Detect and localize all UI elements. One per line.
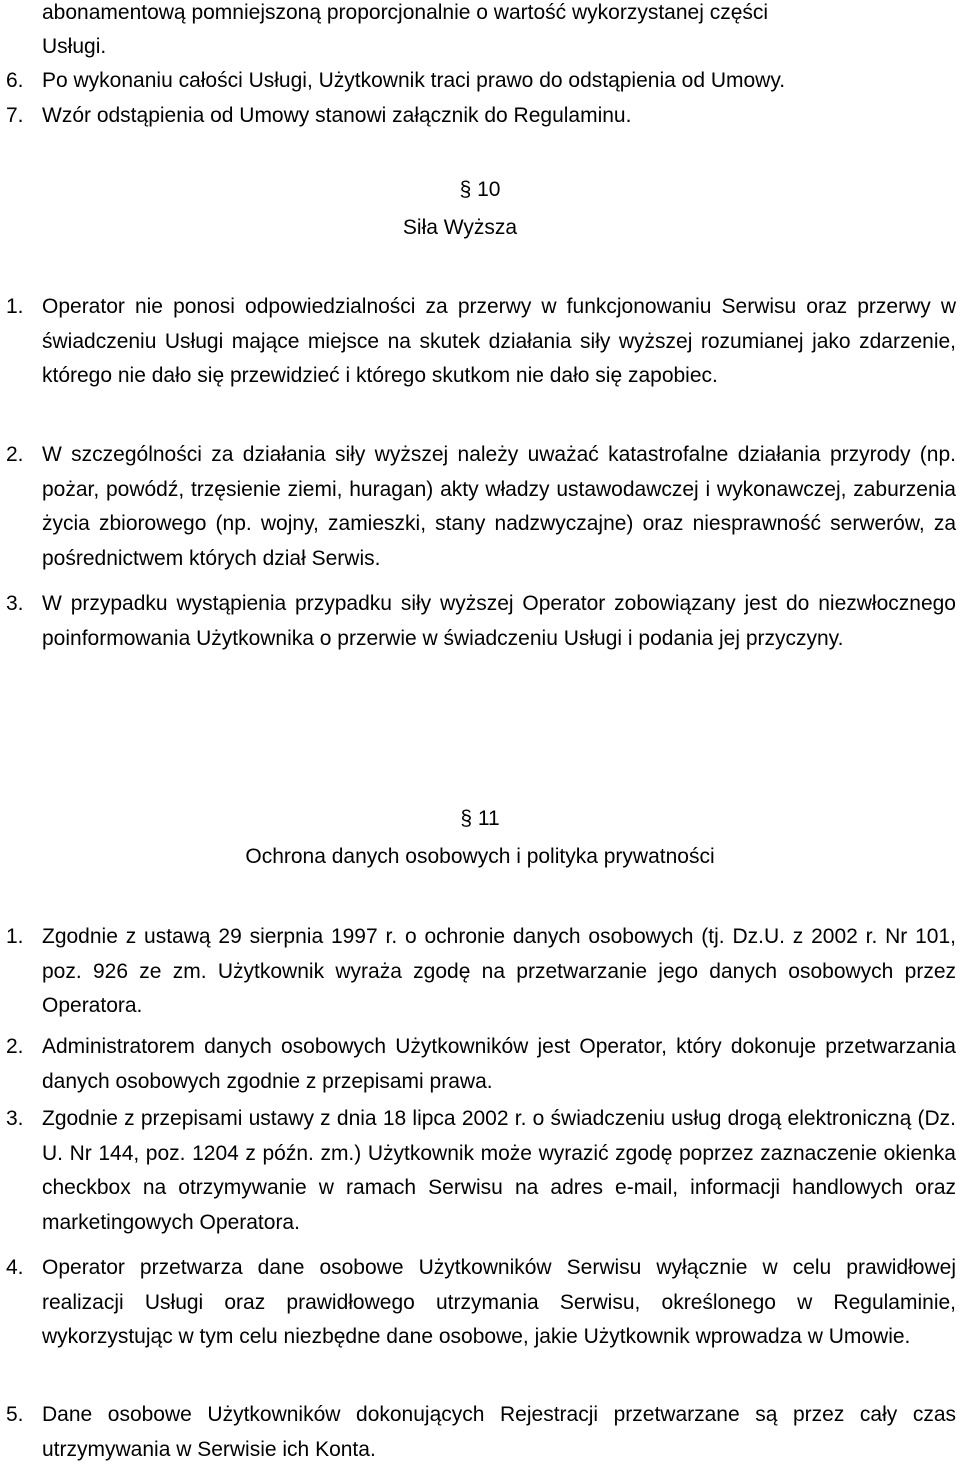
section-10-number: § 10	[459, 178, 501, 201]
list-item	[6, 1030, 956, 1099]
list-item-text: Operator przetwarza dane osobowe Użytkowników Serwisu wyłącznie w celu prawidłowej realizacji Usługi oraz prawidłowego utrzymania Serwisu, określonego w Regulaminie, wykorzystując w tym celu niezbędne dane osobowe, jakie Użytkownik wprowadza w Umowie.	[42, 1256, 956, 1348]
list-item-text: Zgodnie z przepisami ustawy z dnia 18 lipca 2002 r. o świadczeniu usług drogą elektroniczną (Dz. U. Nr 144, poz. 1204 z późn. zm.) Użytkownik może wyrazić zgodę poprzez zaznaczenie okienka checkbox na otrzymywanie w ramach Serwisu na adres e-mail, informacji handlowych oraz marketingowych Operatora.	[42, 1107, 956, 1234]
list-item-number: 1.	[6, 925, 24, 948]
list-item-number: 1.	[6, 295, 24, 318]
list-item-number: 4.	[6, 1256, 24, 1279]
list-item	[6, 438, 956, 576]
list-item-text: Zgodnie z ustawą 29 sierpnia 1997 r. o ochronie danych osobowych (tj. Dz.U. z 2002 r. Nr 101, poz. 926 ze zm. Użytkownik wyraża zgodę na przetwarzanie jego danych osobowych przez Operatora.	[42, 925, 956, 1017]
list-item-text: Administratorem danych osobowych Użytkowników jest Operator, który dokonuje przetwarzania danych osobowych zgodnie z przepisami prawa.	[42, 1035, 956, 1093]
section-11-number: § 11	[460, 807, 500, 830]
previous-item-continuation-line-1: abonamentową pomniejszoną proporcjonalnie o wartość wykorzystanej części	[42, 1, 769, 24]
list-item-number: 2.	[6, 443, 24, 466]
list-item-number: 3.	[6, 592, 24, 615]
list-item-text: Wzór odstąpienia od Umowy stanowi załącznik do Regulaminu.	[42, 104, 632, 127]
list-item	[6, 1251, 956, 1355]
list-item	[6, 1102, 956, 1240]
list-item-number: 3.	[6, 1107, 24, 1130]
previous-item-continuation-line-2: Usługi.	[42, 35, 107, 58]
list-item-text: Operator nie ponosi odpowiedzialności za przerwy w funkcjonowaniu Serwisu oraz przerwy w świadczeniu Usługi mające miejsce na skutek działania siły wyższej rozumianej jako zdarzenie, którego nie dało się przewidzieć i którego skutkom nie dało się zapobiec.	[42, 295, 956, 387]
section-11-title: Ochrona danych osobowych i polityka prywatności	[245, 845, 715, 868]
list-item	[6, 290, 956, 394]
list-item-text: Dane osobowe Użytkowników dokonujących Rejestracji przetwarzane są przez cały czas utrzymywania w Serwisie ich Konta.	[42, 1403, 956, 1461]
list-item-text: W szczególności za działania siły wyższej należy uważać katastrofalne działania przyrody (np. pożar, powódź, trzęsienie ziemi, huragan) akty władzy ustawodawczej i wykonawczej, zaburzenia życia zbiorowego (np. wojny, zamieszki, stany nadzwyczajne) oraz niesprawność serwerów, za pośrednictwem których dział Serwis.	[42, 443, 956, 570]
list-item-number: 2.	[6, 1035, 24, 1058]
list-item	[6, 64, 956, 99]
list-item-number: 6.	[6, 69, 24, 92]
list-item	[6, 587, 956, 656]
list-item-text: W przypadku wystąpienia przypadku siły wyższej Operator zobowiązany jest do niezwłocznego poinformowania Użytkownika o przerwie w świadczeniu Usługi i podania jej przyczyny.	[42, 592, 956, 650]
list-item-number: 7.	[6, 104, 24, 127]
list-item-number: 5.	[6, 1403, 24, 1426]
list-item-text: Po wykonaniu całości Usługi, Użytkownik traci prawo do odstąpienia od Umowy.	[42, 69, 786, 92]
section-10-title: Siła Wyższa	[402, 216, 518, 239]
list-item	[6, 99, 956, 134]
list-item	[6, 1398, 956, 1467]
list-item	[6, 920, 956, 1024]
